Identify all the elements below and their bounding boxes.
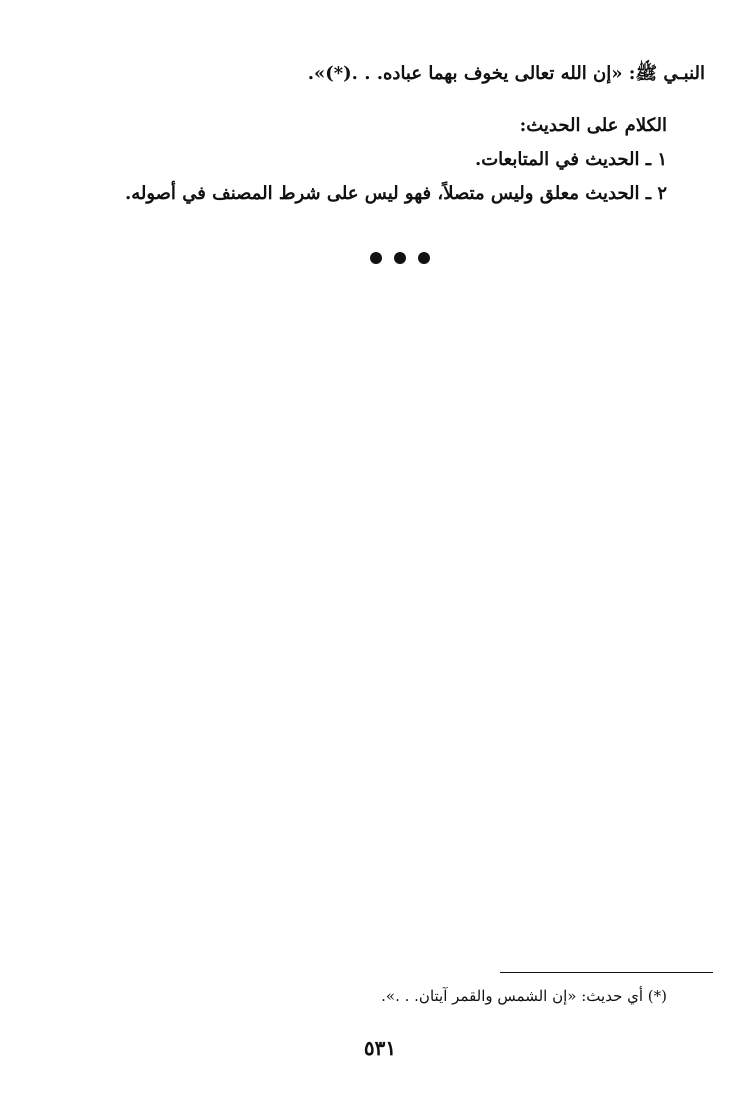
separator-dot bbox=[418, 252, 430, 264]
footnote: (*) أي حديث: «إن الشمس والقمر آيتان. . .». bbox=[381, 987, 667, 1005]
separator-dot bbox=[370, 252, 382, 264]
section-separator bbox=[370, 251, 430, 265]
list-item: ١ ـ الحديث في المتابعات. bbox=[474, 149, 667, 170]
list-item: ٢ ـ الحديث معلق وليس متصلاً، فهو ليس على شرط المصنف في أصوله. bbox=[124, 183, 667, 204]
footnote-divider bbox=[500, 972, 713, 973]
section-heading: الكلام على الحديث: bbox=[519, 115, 667, 136]
text-line-hadith-quote: النبـي ﷺ: «إن الله تعالى يخوف بهما عباده. . .(*)». bbox=[307, 63, 705, 84]
page-number: ٥٣١ bbox=[363, 1036, 397, 1060]
separator-dot bbox=[394, 252, 406, 264]
